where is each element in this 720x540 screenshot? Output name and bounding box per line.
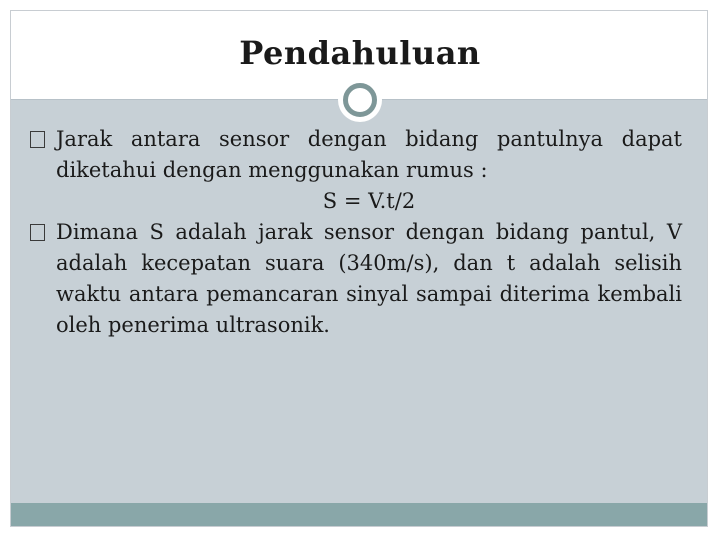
page-title: Pendahuluan: [239, 34, 481, 72]
formula: S = V.t/2: [322, 189, 416, 213]
footer-band: [11, 503, 707, 526]
content-body: [30, 124, 682, 341]
circle-ring-icon: [343, 83, 377, 117]
paragraph-2-text: Dimana S adalah jarak sensor dengan bidang pantul, V adalah kecepatan suara (340m/s), dan t adalah selisih waktu antara pemancaran sinyal sampai diterima kembali oleh penerima ultrasonik.: [56, 220, 682, 337]
square-bullet-icon: [30, 131, 45, 148]
paragraph-1-text: Jarak antara sensor dengan bidang pantulnya dapat diketahui dengan menggunakan rumus :: [56, 127, 682, 182]
paragraph-1: [30, 124, 682, 186]
square-bullet-icon: [30, 224, 45, 241]
paragraph-2: [30, 217, 682, 341]
